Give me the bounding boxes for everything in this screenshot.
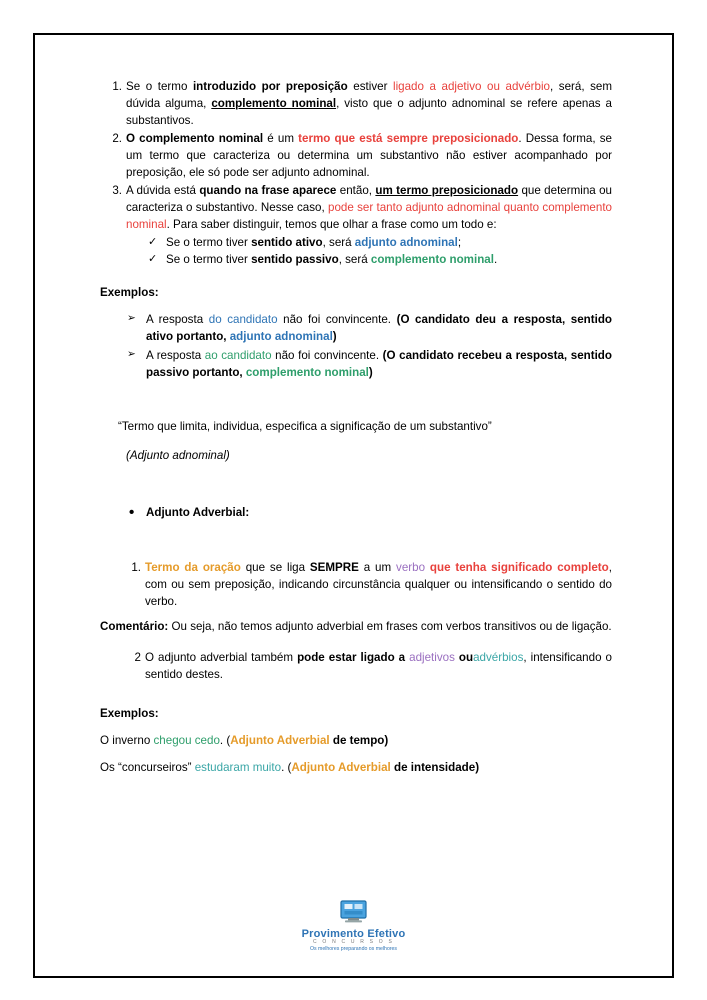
- examples-heading-2: Exemplos:: [100, 706, 159, 720]
- footer-logo: [0, 898, 707, 952]
- topic-heading: • Adjunto Adverbial:: [146, 504, 612, 521]
- definition-quote-source: (Adjunto adnominal): [126, 448, 230, 462]
- list-item: O complemento nominal é um termo que está sempre preposicionado. Dessa forma, se um termo que caracteriza ou determina um substantivo não estiver acompanhado por preposição, ele só pode ser adjunto adnominal.: [126, 132, 612, 180]
- list-item: ➢ A resposta do candidato não foi convincente. (O candidato deu a resposta, sentido ativo portanto, adjunto adnominal): [146, 311, 612, 345]
- examples-heading-1: Exemplos:: [100, 286, 159, 300]
- logo-brand-text: Provimento Efetivo: [301, 928, 406, 940]
- list-item: A dúvida está quando na frase aparece então, um termo preposicionado que determina ou caracteriza o substantivo. Nesse caso, pode ser tanto adjunto adnominal quanto complemento nominal. Para saber distinguir, temos que olhar a frase como um todo e:: [126, 184, 613, 232]
- main-numbered-list: [100, 78, 612, 233]
- adverbial-list-second: [100, 649, 612, 683]
- list-item: 2 O adjunto adverbial também pode estar ligado a adjetivos ouadvérbios, intensificando o sentido destes.: [145, 649, 612, 683]
- final-example-line: O inverno chegou cedo. (Adjunto Adverbial de tempo): [100, 733, 389, 747]
- list-item: 1. Termo da oração que se liga SEMPRE a um verbo que tenha significado completo, com ou sem preposição, indicando circunstância qualquer ou intensificando o sentido do verbo.: [145, 559, 612, 610]
- logo-tagline-1: C O N C U R S O S: [312, 939, 395, 945]
- examples-arrow-list: [100, 311, 612, 381]
- document-content: [100, 78, 612, 776]
- adverbial-list-first: [100, 559, 612, 610]
- topic-bullet-list: [100, 504, 612, 521]
- definition-quote: “Termo que limita, individua, especifica a significação de um substantivo”: [118, 419, 492, 433]
- comment-paragraph: Comentário: Ou seja, não temos adjunto adverbial em frases com verbos transitivos ou de ligação.: [100, 619, 612, 633]
- list-item: ✓ Se o termo tiver sentido passivo, será complemento nominal.: [166, 251, 612, 268]
- list-item: Se o termo introduzido por preposição estiver ligado a adjetivo ou advérbio, será, sem dúvida alguma, complemento nominal, visto que o adjunto adnominal se refere apenas a substantivos.: [126, 80, 613, 128]
- list-item: ✓ Se o termo tiver sentido ativo, será adjunto adnominal;: [166, 234, 612, 251]
- logo-icon: [337, 898, 371, 926]
- check-list: [100, 234, 612, 268]
- logo-tagline-2: Os melhores preparando os melhores: [309, 946, 398, 952]
- final-example-line: Os “concurseiros” estudaram muito. (Adjunto Adverbial de intensidade): [100, 760, 480, 774]
- list-item: ➢ A resposta ao candidato não foi convincente. (O candidato recebeu a resposta, sentido passivo portanto, complemento nominal): [146, 347, 612, 381]
